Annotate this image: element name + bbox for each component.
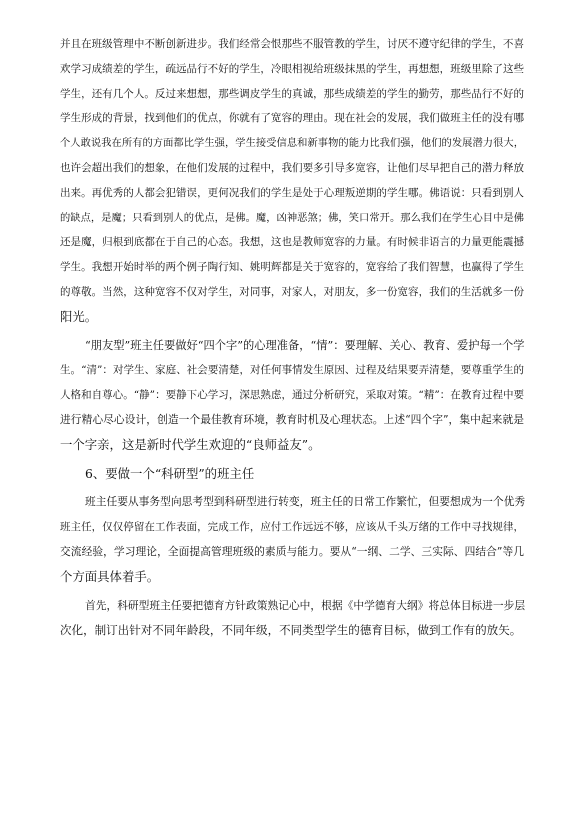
text-line: 学生，还有几个人。反过来想想，那些调皮学生的真诚，那些成绩差的学生的勤劳，那些品行不好的 [60, 87, 524, 100]
text-line: 交流经验，学习理论，全面提高管理班级的素质与能力。要从“一纲、二学、三实际、四结合”等几 [60, 544, 524, 558]
text-line: 次化，制订出针对不同年龄段，不同年级，不同类型学生的德育目标，做到工作有的放矢。 [60, 623, 522, 638]
text-line: 学生。我想开始时举的两个例子陶行知、姚明辉都是关于宽容的，宽容给了我们智慧，也赢得了学生 [60, 261, 524, 274]
text-line: 班主任要从事务型向思考型到科研型进行转变，班主任的日常工作繁忙，但要想成为一个优秀 [85, 495, 526, 509]
text-line: 学生形成的背景，找到他们的优点，你就有了宽容的理由。现在社会的发展，我们做班主任的没有哪 [60, 112, 524, 125]
text-line: 进行精心尽心设计，创造一个最佳教育环境，教育时机及心理状态。上述“四个字”，集中起来就是 [60, 412, 524, 426]
paragraph [60, 32, 524, 330]
text-line: 还是魔，归根到底都在于自己的心态。我想，这也是教师宽容的力量。有时候非语言的力量更能震撼 [60, 236, 524, 249]
text-line: 生。“清”：对学生、家庭、社会要清楚，对任何事情发生原因、过程及结果要弄清楚，要尊重学生的 [60, 364, 524, 377]
paragraph [60, 334, 524, 458]
paragraph [60, 490, 524, 589]
paragraph [60, 462, 524, 487]
text-line: 首先，科研型班主任要把德育方针政策熟记心中，根据《中学德育大纲》将总体目标进一步层 [85, 598, 526, 612]
text-line: 6、要做一个“科研型”的班主任 [85, 465, 255, 481]
text-line: 班主任，仅仅停留在工作表面，完成工作，应付工作远远不够，应该从千头万绪的工作中寻找规律， [60, 521, 524, 534]
text-line: 个人敢说我在所有的方面都比学生强，学生接受信息和新事物的能力比我们强，他们的发展潜力很大， [60, 137, 524, 150]
paragraph [60, 594, 524, 644]
text-line: 欢学习成绩差的学生，疏远品行不好的学生，冷眼相视给班级抹黑的学生，再想想，班级里除了这些 [60, 62, 524, 75]
text-line: “朋友型”班主任要做好“四个字”的心理准备，“情”：要理解、关心、教育、爱护每一个学 [85, 338, 525, 352]
text-line: 也许会超出我们的想象，在他们发展的过程中，我们要多引导多宽容，让他们尽早把自己的潜力释放 [60, 161, 524, 174]
text-line: 阳光。 [60, 308, 98, 324]
text-line: 的尊敬。当然，这种宽容不仅对学生，对同事，对家人，对朋友，多一份宽容，我们的生活就多一份 [60, 285, 524, 298]
text-line: 并且在班级管理中不断创新进步。我们经常会恨那些不服管教的学生，讨厌不遵守纪律的学生，不喜 [60, 38, 524, 50]
text-line: 个方面具体着手。 [60, 568, 160, 584]
document-page [60, 32, 524, 643]
text-line: 人格和自尊心。“静”：要静下心学习，深思熟虑，通过分析研究，采取对策。“精”：在教育过程中要 [60, 389, 524, 402]
text-line: 出来。再优秀的人都会犯错误，更何况我们的学生是处于心理叛逆期的学生哪。佛语说：只看到别人 [60, 186, 524, 199]
text-line: 一个字亲，这是新时代学生欢迎的“良师益友”。 [60, 436, 321, 452]
text-line: 的缺点，是魔；只看到别人的优点，是佛。魔，凶神恶煞；佛，笑口常开。那么我们在学生心目中是佛 [60, 211, 524, 224]
